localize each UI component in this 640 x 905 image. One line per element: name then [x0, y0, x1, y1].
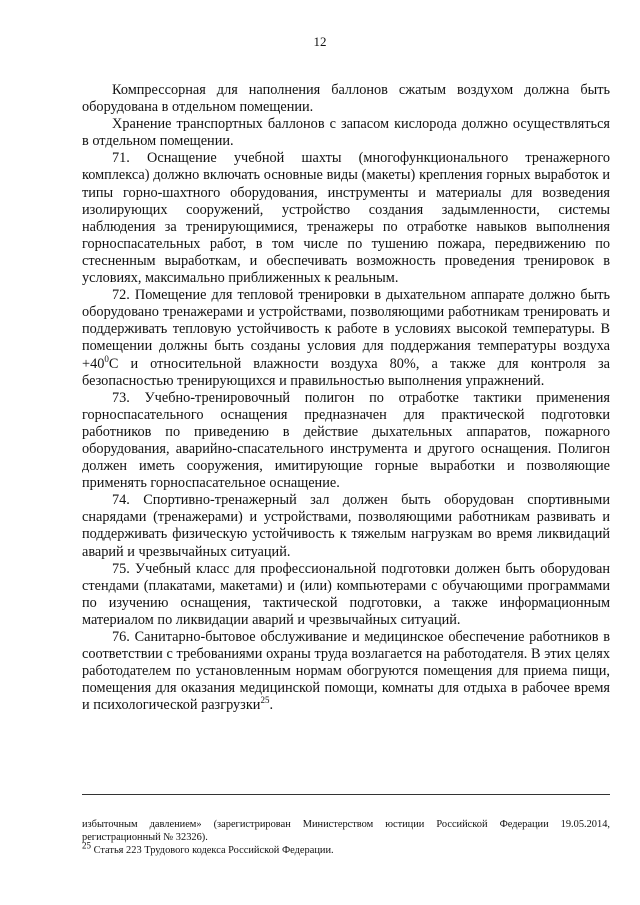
paragraph-compressor: Компрессорная для наполнения баллонов сжатым воздухом должна быть оборудована в отдельном помещении. [82, 82, 610, 116]
page-number: 12 [313, 34, 327, 49]
paragraph-71: 71. Оснащение учебной шахты (многофункционального тренажерного комплекса) должно включать основные виды (макеты) крепления горных выработок и типы горно-шахтного оборудования, инструменты и материалы для возведения изолирующих сооружений, устройство создания задымленности, системы наблюдения за тренирующимися, тренажеры по отработке навыков выполнения горноспасательных работ, в том числе по тушению пожара, передвижению по стесненным выработкам, и обеспечивать возможность проведения тренировок в условиях, максимально приближенных к реальным. [82, 150, 610, 287]
footnote-25 [82, 840, 610, 857]
footnote-divider [82, 794, 610, 795]
paragraph-oxygen-storage: Хранение транспортных баллонов с запасом кислорода должно осуществляться в отдельном помещении. [82, 116, 610, 150]
paragraph-73: 73. Учебно-тренировочный полигон по отработке тактики применения горноспасательного оснащения предназначен для практической подготовки работников по приведению в действие дыхательных аппаратов, пожарного оборудования, аварийно-спасательного инструмента и другого оснащения. Полигон должен иметь сооружения, имитирующие горные выработки и позволяющие применять горноспасательное оснащение. [82, 389, 610, 492]
footnote-25-mark: 25 [82, 840, 91, 851]
paragraph-75: 75. Учебный класс для профессиональной подготовки должен быть оборудован стендами (плакатами, макетами) и (или) компьютерами с обучающими программами по изучению оснащения, тактической подготовки, а также информационным материалом по ликвидации аварий и чрезвычайных ситуаций. [82, 560, 610, 628]
paragraph-76-text-before: 76. Санитарно-бытовое обслуживание и медицинское обеспечение работников в соответствии с требованиями охраны труда возлагается на работодателя. В этих целях работодателем по установленным нормам обогруются помещения для приема пищи, помещения для оказания медицинской помощи, комнаты для отдыха в рабочее время и психологической разгрузки [82, 629, 610, 714]
paragraph-72-text-before: 72. Помещение для тепловой тренировки в дыхательном аппарате должно быть оборудовано тренажерами и устройствами, позволяющими работникам тренировать и поддерживать тепловую устойчивость к работе в условиях высокой температуры. В помещении должны быть созданы условия для поддержания температуры воздуха +40 [82, 287, 610, 372]
footnotes [82, 818, 610, 857]
degree-superscript: 0 [104, 353, 109, 364]
paragraph-74: 74. Спортивно-тренажерный зал должен быть оборудован спортивными снарядами (тренажерами) и устройствами, позволяющими работникам развивать и поддерживать физическую устойчивость к тяжелым нагрузкам во время ликвидаций аварий и чрезвычайных ситуаций. [82, 492, 610, 560]
paragraph-72-text-after: С и относительной влажности воздуха 80%, а также для контроля за безопасностью тренирующихся и правильностью выполнения упражнений. [82, 355, 610, 389]
footnote-ref-25: 25 [260, 695, 270, 706]
body-text [82, 82, 610, 714]
footnote-25-text: Статья 223 Трудового кодекса Российской Федерации. [91, 845, 334, 856]
paragraph-76-text-after: . [269, 697, 274, 714]
paragraph-76 [82, 629, 610, 714]
paragraph-72 [82, 287, 610, 390]
footnote-continued: избыточным давлением» (зарегистрирован Министерством юстиции Российской Федерации 19.05.2014, регистрационный № 32326). [82, 819, 610, 843]
